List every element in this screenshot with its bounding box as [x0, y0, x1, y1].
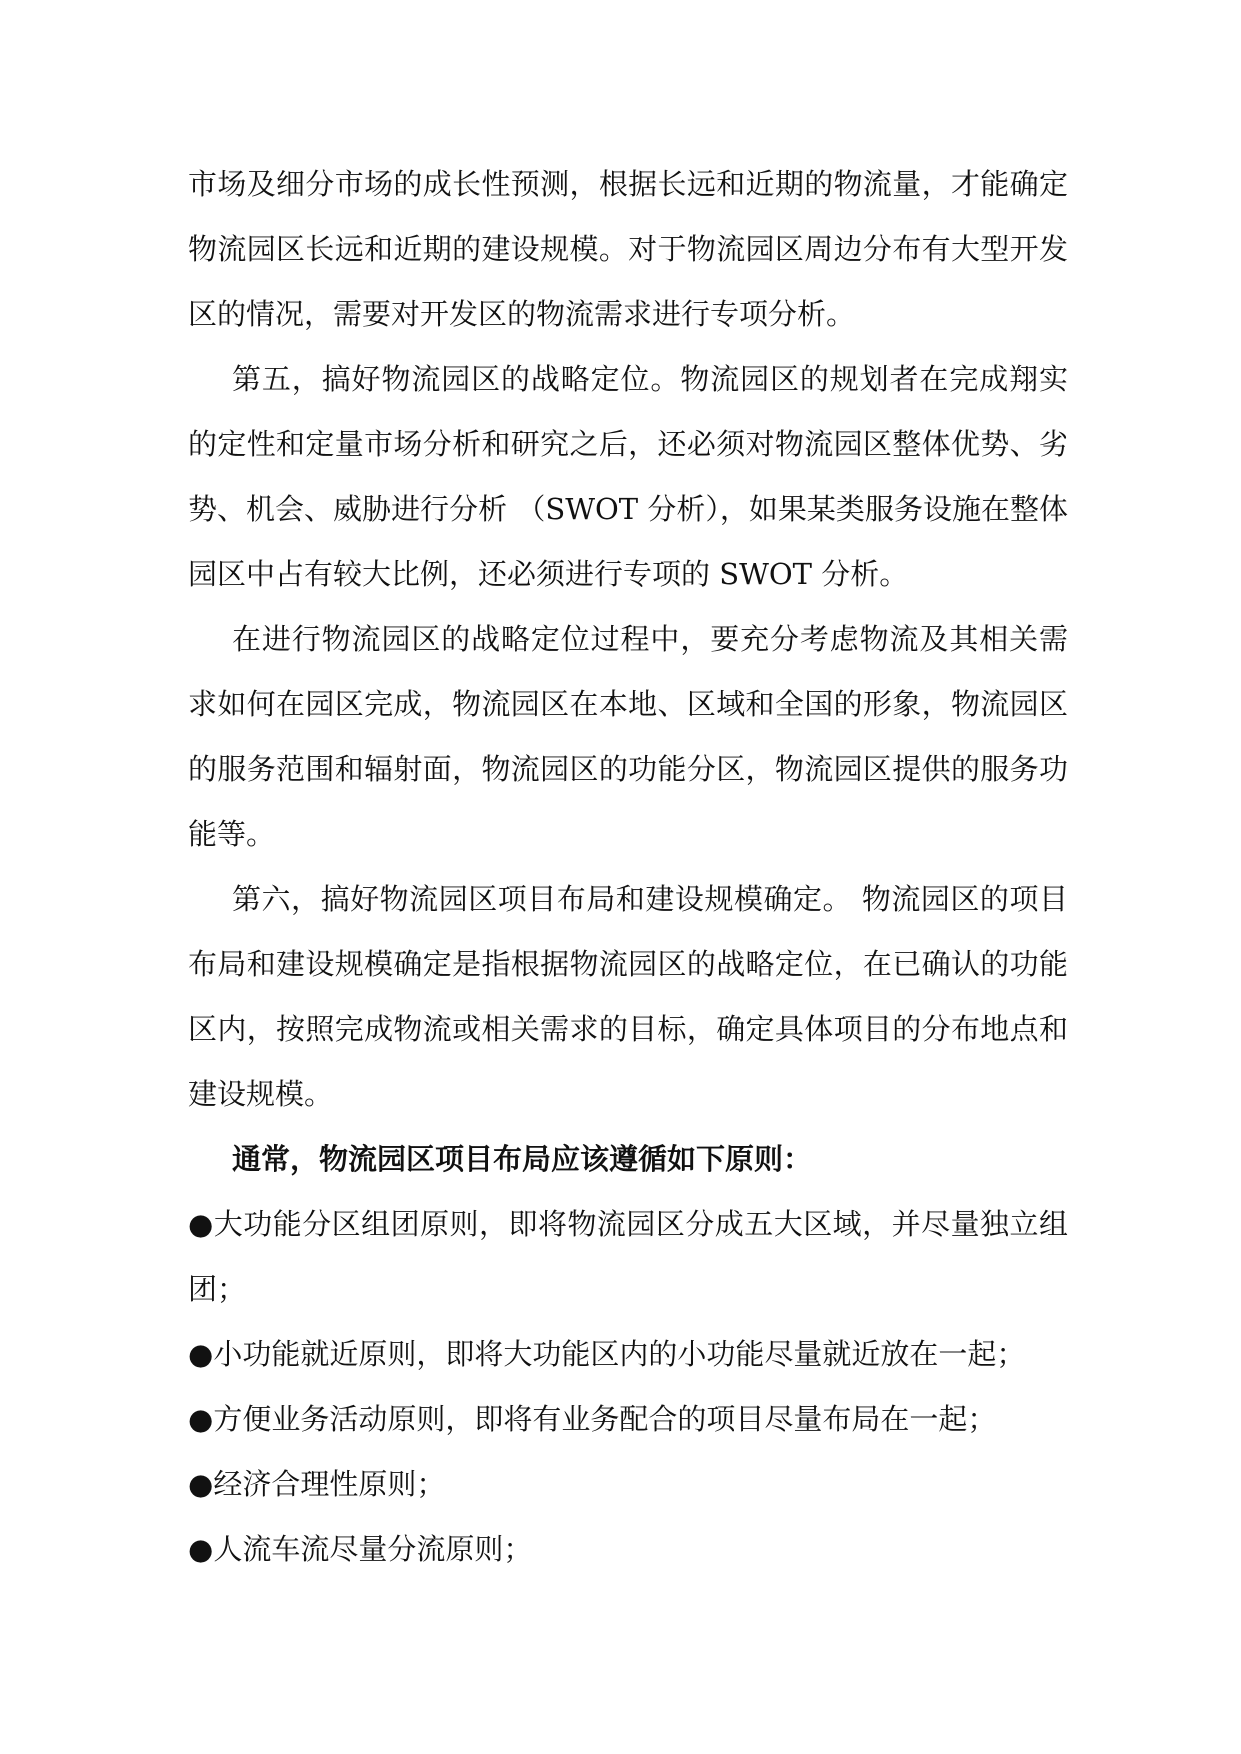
list-item [188, 1452, 1068, 1517]
bullet-icon: ● [188, 1467, 214, 1501]
bullet-icon: ● [188, 1207, 214, 1241]
document-body [188, 152, 1068, 1582]
paragraph-continuation: 市场及细分市场的成长性预测，根据长远和近期的物流量，才能确定物流园区长远和近期的建设规模。对于物流园区周边分布有大型开发区的情况，需要对开发区的物流需求进行专项分析。 [188, 167, 1068, 331]
list-item-text: 方便业务活动原则，即将有业务配合的项目尽量布局在一起； [213, 1402, 997, 1436]
paragraph-strategic-positioning: 第五，搞好物流园区的战略定位。物流园区的规划者在完成翔实的定性和定量市场分析和研究之后，还必须对物流园区整体优势、劣势、机会、威胁进行分析 （SWOT 分析），如果某类服务设施在整体园区中占有较大比例，还必须进行专项的 SWOT 分析。 [188, 362, 1068, 591]
bullet-icon: ● [188, 1402, 214, 1436]
paragraph-positioning-process: 在进行物流园区的战略定位过程中，要充分考虑物流及其相关需求如何在园区完成，物流园区在本地、区域和全国的形象，物流园区的服务范围和辐射面，物流园区的功能分区，物流园区提供的服务功能等。 [188, 622, 1068, 851]
list-item [188, 1387, 1068, 1452]
list-item-text: 经济合理性原则； [213, 1467, 446, 1501]
bullet-icon: ● [188, 1337, 214, 1371]
list-item-text: 大功能分区组团原则，即将物流园区分成五大区域，并尽量独立组团； [188, 1207, 1068, 1306]
list-item [188, 1517, 1068, 1582]
paragraph-project-layout: 第六，搞好物流园区项目布局和建设规模确定。 物流园区的项目布局和建设规模确定是指根据物流园区的战略定位，在已确认的功能区内，按照完成物流或相关需求的目标，确定具体项目的分布地点和建设规模。 [188, 882, 1068, 1111]
list-item-text: 人流车流尽量分流原则； [213, 1532, 533, 1566]
principles-heading: 通常，物流园区项目布局应该遵循如下原则： [232, 1142, 813, 1176]
list-item [188, 1192, 1068, 1322]
principles-list [188, 1192, 1068, 1582]
bullet-icon: ● [188, 1532, 214, 1566]
list-item [188, 1322, 1068, 1387]
list-item-text: 小功能就近原则，即将大功能区内的小功能尽量就近放在一起； [213, 1337, 1026, 1371]
